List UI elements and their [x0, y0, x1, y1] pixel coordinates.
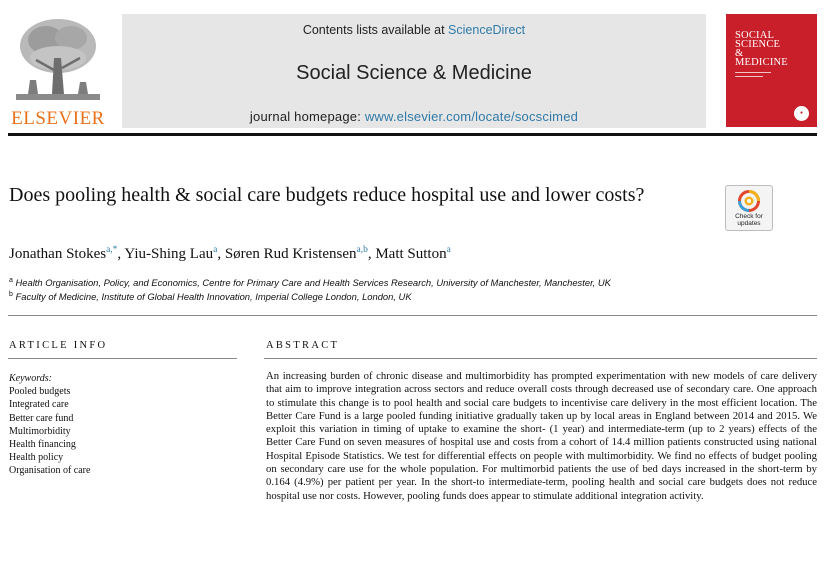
- affiliation-marker: a: [9, 277, 13, 284]
- crossmark-icon: [738, 190, 760, 212]
- cover-title: [735, 31, 788, 67]
- article-title: Does pooling health & social care budgets reduce hospital use and lower costs?: [9, 184, 645, 206]
- keywords-label: Keywords:: [9, 373, 52, 384]
- author-affiliation-marker[interactable]: a,b: [356, 245, 368, 255]
- affiliation-marker: b: [9, 291, 13, 298]
- cover-title-line: MEDICINE: [735, 57, 788, 68]
- check-for-updates-label: [726, 213, 772, 227]
- author-name[interactable]: Jonathan Stokes: [9, 246, 107, 262]
- journal-cover[interactable]: [726, 14, 817, 127]
- affiliation-text: Faculty of Medicine, Institute of Global Health Innovation, Imperial College London, London, UK: [15, 291, 412, 303]
- abstract-heading: ABSTRACT: [266, 340, 340, 351]
- journal-title: Social Science & Medicine: [296, 62, 532, 84]
- author-name[interactable]: Yiu-Shing Lau: [124, 246, 214, 262]
- keyword-item[interactable]: Health financing: [9, 439, 76, 451]
- affiliation-text: Health Organisation, Policy, and Economics, Centre for Primary Care and Health Services Research, University of Manchester, Manchester, UK: [15, 277, 611, 289]
- author-name[interactable]: Søren Rud Kristensen: [224, 246, 357, 262]
- cover-title-line: &: [735, 48, 744, 59]
- keywords-list: [9, 372, 90, 478]
- cover-title-line: SOCIAL: [735, 30, 775, 41]
- publisher-wordmark: ELSEVIER: [11, 108, 105, 129]
- homepage-line: [122, 109, 706, 124]
- author-separator: ,: [367, 246, 376, 262]
- affiliation: [9, 277, 611, 288]
- article-info-divider: [8, 358, 237, 359]
- author-name[interactable]: Matt Sutton: [375, 246, 447, 262]
- article-info-heading: ARTICLE INFO: [9, 340, 108, 351]
- author-affiliation-marker[interactable]: a,*: [106, 245, 118, 255]
- journal-banner: [122, 14, 706, 128]
- contents-prefix: Contents lists available at: [302, 23, 449, 37]
- abstract-text: An increasing burden of chronic disease and multimorbidity has prompted experimentation with new models of care delivery that aim to improve integration across sectors and reduce overall costs through decreased use of secondary care. One approach to stimulate this change is to pool health and social care budgets to incentivise care delivery in the most efficient location. The Better Care Fund is a large pooled funding initiative gradually taken up by local areas in England between 2014 and 2015. We exploit this variation in timing of uptake to examine the short- (1 year) and intermediate-term (up to 2 years) effects of the Better Care Fund on seven measures of hospital use and costs from a cohort of 14.4 million patients constructed using national Hospital Episode Statistics. We test for differential effects on people with multimorbidity. We find no effects of budget pooling on secondary care use for the whole population. For multimorbid patients the use of bed days increased in the short-term by 0.164 (4.9%) per patient per year. In the short-to intermediate-term, pooling health and social care budgets does not reduce hospital use nor costs. However, pooling funds does appear to stimulate additional integration activity.: [266, 370, 817, 502]
- author-affiliation-marker[interactable]: a: [213, 245, 218, 255]
- cover-divider: [735, 76, 763, 77]
- check-for-updates-line: Check for: [735, 213, 763, 220]
- homepage-prefix: journal homepage:: [249, 109, 365, 124]
- cover-divider: [735, 72, 771, 73]
- author-list: [9, 245, 451, 263]
- cover-title-line: SCIENCE: [735, 39, 781, 50]
- keyword-item[interactable]: Multimorbidity: [9, 425, 71, 437]
- homepage-link[interactable]: www.elsevier.com/locate/socscimed: [364, 109, 579, 124]
- author-separator: ,: [217, 246, 225, 262]
- contents-line: [122, 23, 706, 37]
- section-divider: [8, 315, 817, 316]
- keyword-item[interactable]: Organisation of care: [9, 465, 91, 477]
- keyword-item[interactable]: Integrated care: [9, 399, 69, 411]
- abstract-divider: [264, 358, 817, 359]
- keyword-item[interactable]: Health policy: [9, 452, 64, 464]
- keyword-item[interactable]: Better care fund: [9, 412, 74, 424]
- tree-emblem-icon: [8, 14, 108, 106]
- elsevier-logo[interactable]: [8, 14, 108, 129]
- sciencedirect-link[interactable]: ScienceDirect: [448, 23, 526, 37]
- author-affiliation-marker[interactable]: a: [446, 245, 451, 255]
- keyword-item[interactable]: Pooled budgets: [9, 386, 71, 398]
- check-for-updates-button[interactable]: [725, 185, 773, 231]
- header-divider: [8, 133, 817, 136]
- author-separator: ,: [117, 246, 125, 262]
- cover-emblem-icon: ●: [794, 106, 809, 121]
- affiliation: [9, 291, 412, 302]
- check-for-updates-line: updates: [737, 220, 761, 227]
